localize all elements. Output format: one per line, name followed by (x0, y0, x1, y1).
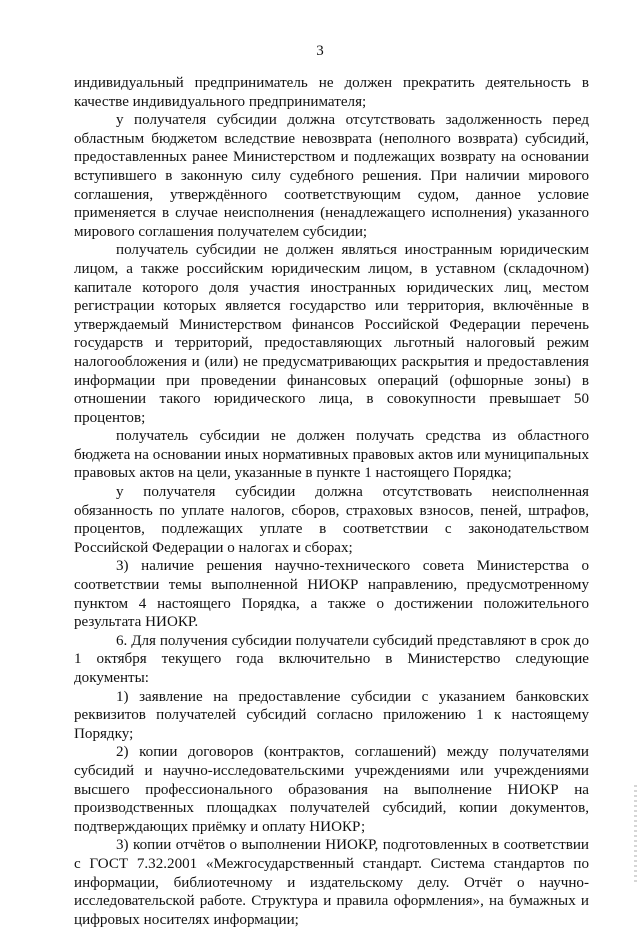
paragraph-5: у получателя субсидии должна отсутствовать неисполненная обязанность по уплате налогов, сборов, страховых взносов, пеней, штрафов, процентов, подлежащих уплате в соответствии с законодательством Российской Федерации о налогах и сборах; (74, 484, 589, 556)
paragraph-10: 3) копии отчётов о выполнении НИОКР, подготовленных в соответствии с ГОСТ 7.32.2001 «Межгосударственный стандарт. Система стандартов по информации, библиотечному и издательскому делу. Отчёт о научно-исследовательской работе. Структура и правила оформления», на бумажных и цифровых носителях информации; (74, 837, 589, 928)
paragraph-4: получатель субсидии не должен получать средства из областного бюджета на основании иных нормативных правовых актов или муниципальных правовых актов на цели, указанные в пункте 1 настоящего Порядка; (74, 428, 589, 482)
document-body (74, 74, 589, 929)
page-number: 3 (316, 43, 324, 59)
paragraph-9: 2) копии договоров (контрактов, соглашений) между получателями субсидий и научно-исследовательскими учреждениями или учреждениями высшего профессионального образования на выполнение НИОКР на производственных площадках получателей субсидий, копии документов, подтверждающих приёмку и оплату НИОКР; (74, 744, 589, 835)
paragraph-1: индивидуальный предприниматель не должен прекратить деятельность в качестве индивидуального предпринимателя; (74, 75, 589, 110)
paragraph-3: получатель субсидии не должен являться иностранным юридическим лицом, а также российским юридическим лицом, в уставном (складочном) капитале которого доля участия иностранных юридических лиц, местом регистрации которых является государство или территория, включённые в утверждаемый Министерством финансов Российской Федерации перечень государств и территорий, предоставляющих льготный налоговый режим налогообложения и (или) не предусматривающих раскрытия и предоставления информации при проведении финансовых операций (офшорные зоны) в отношении такого юридического лица, в совокупности превышает 50 процентов; (74, 242, 589, 426)
paragraph-8: 1) заявление на предоставление субсидии с указанием банковских реквизитов получателей субсидий согласно приложению 1 к настоящему Порядку; (74, 688, 589, 742)
scan-edge-mark (634, 785, 637, 885)
paragraph-2: у получателя субсидии должна отсутствовать задолженность перед областным бюджетом вследствие невозврата (неполного возврата) субсидий, предоставленных ранее Министерством и подлежащих возврату на основании вступившего в законную силу судебного решения. При наличии мирового соглашения, утверждённого соответствующим судом, данное условие применяется в случае неисполнения (ненадлежащего исполнения) указанного мирового соглашения получателем субсидии; (74, 112, 589, 240)
paragraph-6: 3) наличие решения научно-технического совета Министерства о соответствии темы выполненной НИОКР направлению, предусмотренному пунктом 4 настоящего Порядка, а также о достижении положительного результата НИОКР. (74, 558, 589, 631)
paragraph-7: 6. Для получения субсидии получатели субсидий представляют в срок до 1 октября текущего года включительно в Министерство следующие документы: (74, 632, 589, 686)
